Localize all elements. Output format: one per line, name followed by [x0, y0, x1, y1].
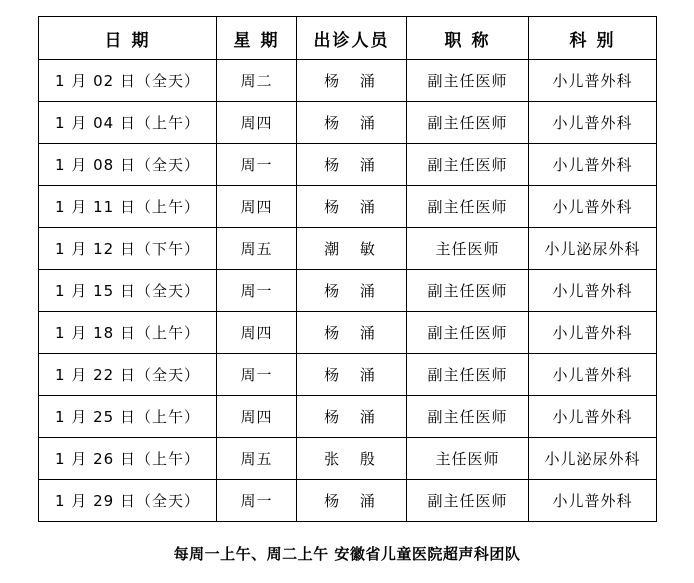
footer-note: 每周一上午、周二上午 安徽省儿童医院超声科团队	[173, 545, 521, 563]
outpatient-schedule-table	[38, 16, 657, 522]
cell-weekday: 周一	[217, 354, 297, 396]
doctor-name: 杨 涌	[324, 324, 383, 342]
cell-doctor	[297, 186, 407, 228]
cell-title: 副主任医师	[407, 312, 529, 354]
cell-department: 小儿普外科	[529, 60, 657, 102]
cell-department: 小儿普外科	[529, 396, 657, 438]
cell-date: 1 月 08 日（全天）	[39, 144, 217, 186]
doctor-name: 杨 涌	[324, 282, 383, 300]
cell-title: 副主任医师	[407, 480, 529, 522]
cell-weekday: 周一	[217, 480, 297, 522]
cell-title: 副主任医师	[407, 354, 529, 396]
table-row	[39, 102, 657, 144]
column-header-weekday: 星 期	[217, 17, 297, 60]
column-header-department: 科 别	[529, 17, 657, 60]
cell-weekday: 周四	[217, 102, 297, 144]
table-row	[39, 144, 657, 186]
cell-doctor	[297, 480, 407, 522]
cell-doctor	[297, 228, 407, 270]
table-row	[39, 228, 657, 270]
cell-date: 1 月 26 日（上午）	[39, 438, 217, 480]
cell-date: 1 月 15 日（全天）	[39, 270, 217, 312]
table-header-row	[39, 17, 657, 60]
schedule-table-container	[38, 16, 656, 522]
cell-date: 1 月 11 日（上午）	[39, 186, 217, 228]
cell-date: 1 月 18 日（上午）	[39, 312, 217, 354]
column-header-doctor: 出诊人员	[297, 17, 407, 60]
cell-weekday: 周四	[217, 186, 297, 228]
column-header-title: 职 称	[407, 17, 529, 60]
cell-department: 小儿泌尿外科	[529, 228, 657, 270]
cell-department: 小儿普外科	[529, 312, 657, 354]
table-row	[39, 312, 657, 354]
cell-weekday: 周四	[217, 396, 297, 438]
cell-department: 小儿普外科	[529, 480, 657, 522]
table-row	[39, 396, 657, 438]
cell-title: 副主任医师	[407, 144, 529, 186]
doctor-name: 杨 涌	[324, 114, 383, 132]
cell-doctor	[297, 102, 407, 144]
cell-department: 小儿普外科	[529, 270, 657, 312]
column-header-date: 日 期	[39, 17, 217, 60]
table-row	[39, 186, 657, 228]
table-row	[39, 270, 657, 312]
cell-department: 小儿普外科	[529, 102, 657, 144]
doctor-name: 杨 涌	[324, 408, 383, 426]
cell-department: 小儿普外科	[529, 354, 657, 396]
cell-doctor	[297, 354, 407, 396]
cell-date: 1 月 12 日（下午）	[39, 228, 217, 270]
cell-doctor	[297, 60, 407, 102]
cell-date: 1 月 02 日（全天）	[39, 60, 217, 102]
doctor-name: 杨 涌	[324, 156, 383, 174]
doctor-name: 杨 涌	[324, 492, 383, 510]
cell-date: 1 月 25 日（上午）	[39, 396, 217, 438]
cell-department: 小儿普外科	[529, 186, 657, 228]
cell-department: 小儿普外科	[529, 144, 657, 186]
doctor-name: 潮 敏	[324, 240, 383, 258]
cell-date: 1 月 04 日（上午）	[39, 102, 217, 144]
cell-title: 主任医师	[407, 438, 529, 480]
cell-title: 副主任医师	[407, 396, 529, 438]
cell-date: 1 月 29 日（全天）	[39, 480, 217, 522]
table-row	[39, 354, 657, 396]
doctor-name: 张 殷	[324, 450, 383, 468]
cell-weekday: 周一	[217, 270, 297, 312]
cell-weekday: 周五	[217, 438, 297, 480]
cell-title: 副主任医师	[407, 60, 529, 102]
cell-department: 小儿泌尿外科	[529, 438, 657, 480]
table-row	[39, 438, 657, 480]
cell-weekday: 周一	[217, 144, 297, 186]
cell-weekday: 周五	[217, 228, 297, 270]
cell-doctor	[297, 312, 407, 354]
cell-title: 副主任医师	[407, 270, 529, 312]
cell-date: 1 月 22 日（全天）	[39, 354, 217, 396]
cell-weekday: 周四	[217, 312, 297, 354]
cell-title: 副主任医师	[407, 186, 529, 228]
doctor-name: 杨 涌	[324, 72, 383, 90]
cell-doctor	[297, 144, 407, 186]
cell-title: 主任医师	[407, 228, 529, 270]
cell-weekday: 周二	[217, 60, 297, 102]
doctor-name: 杨 涌	[324, 366, 383, 384]
table-row	[39, 480, 657, 522]
cell-doctor	[297, 270, 407, 312]
cell-doctor	[297, 438, 407, 480]
table-row	[39, 60, 657, 102]
doctor-name: 杨 涌	[324, 198, 383, 216]
cell-doctor	[297, 396, 407, 438]
cell-title: 副主任医师	[407, 102, 529, 144]
